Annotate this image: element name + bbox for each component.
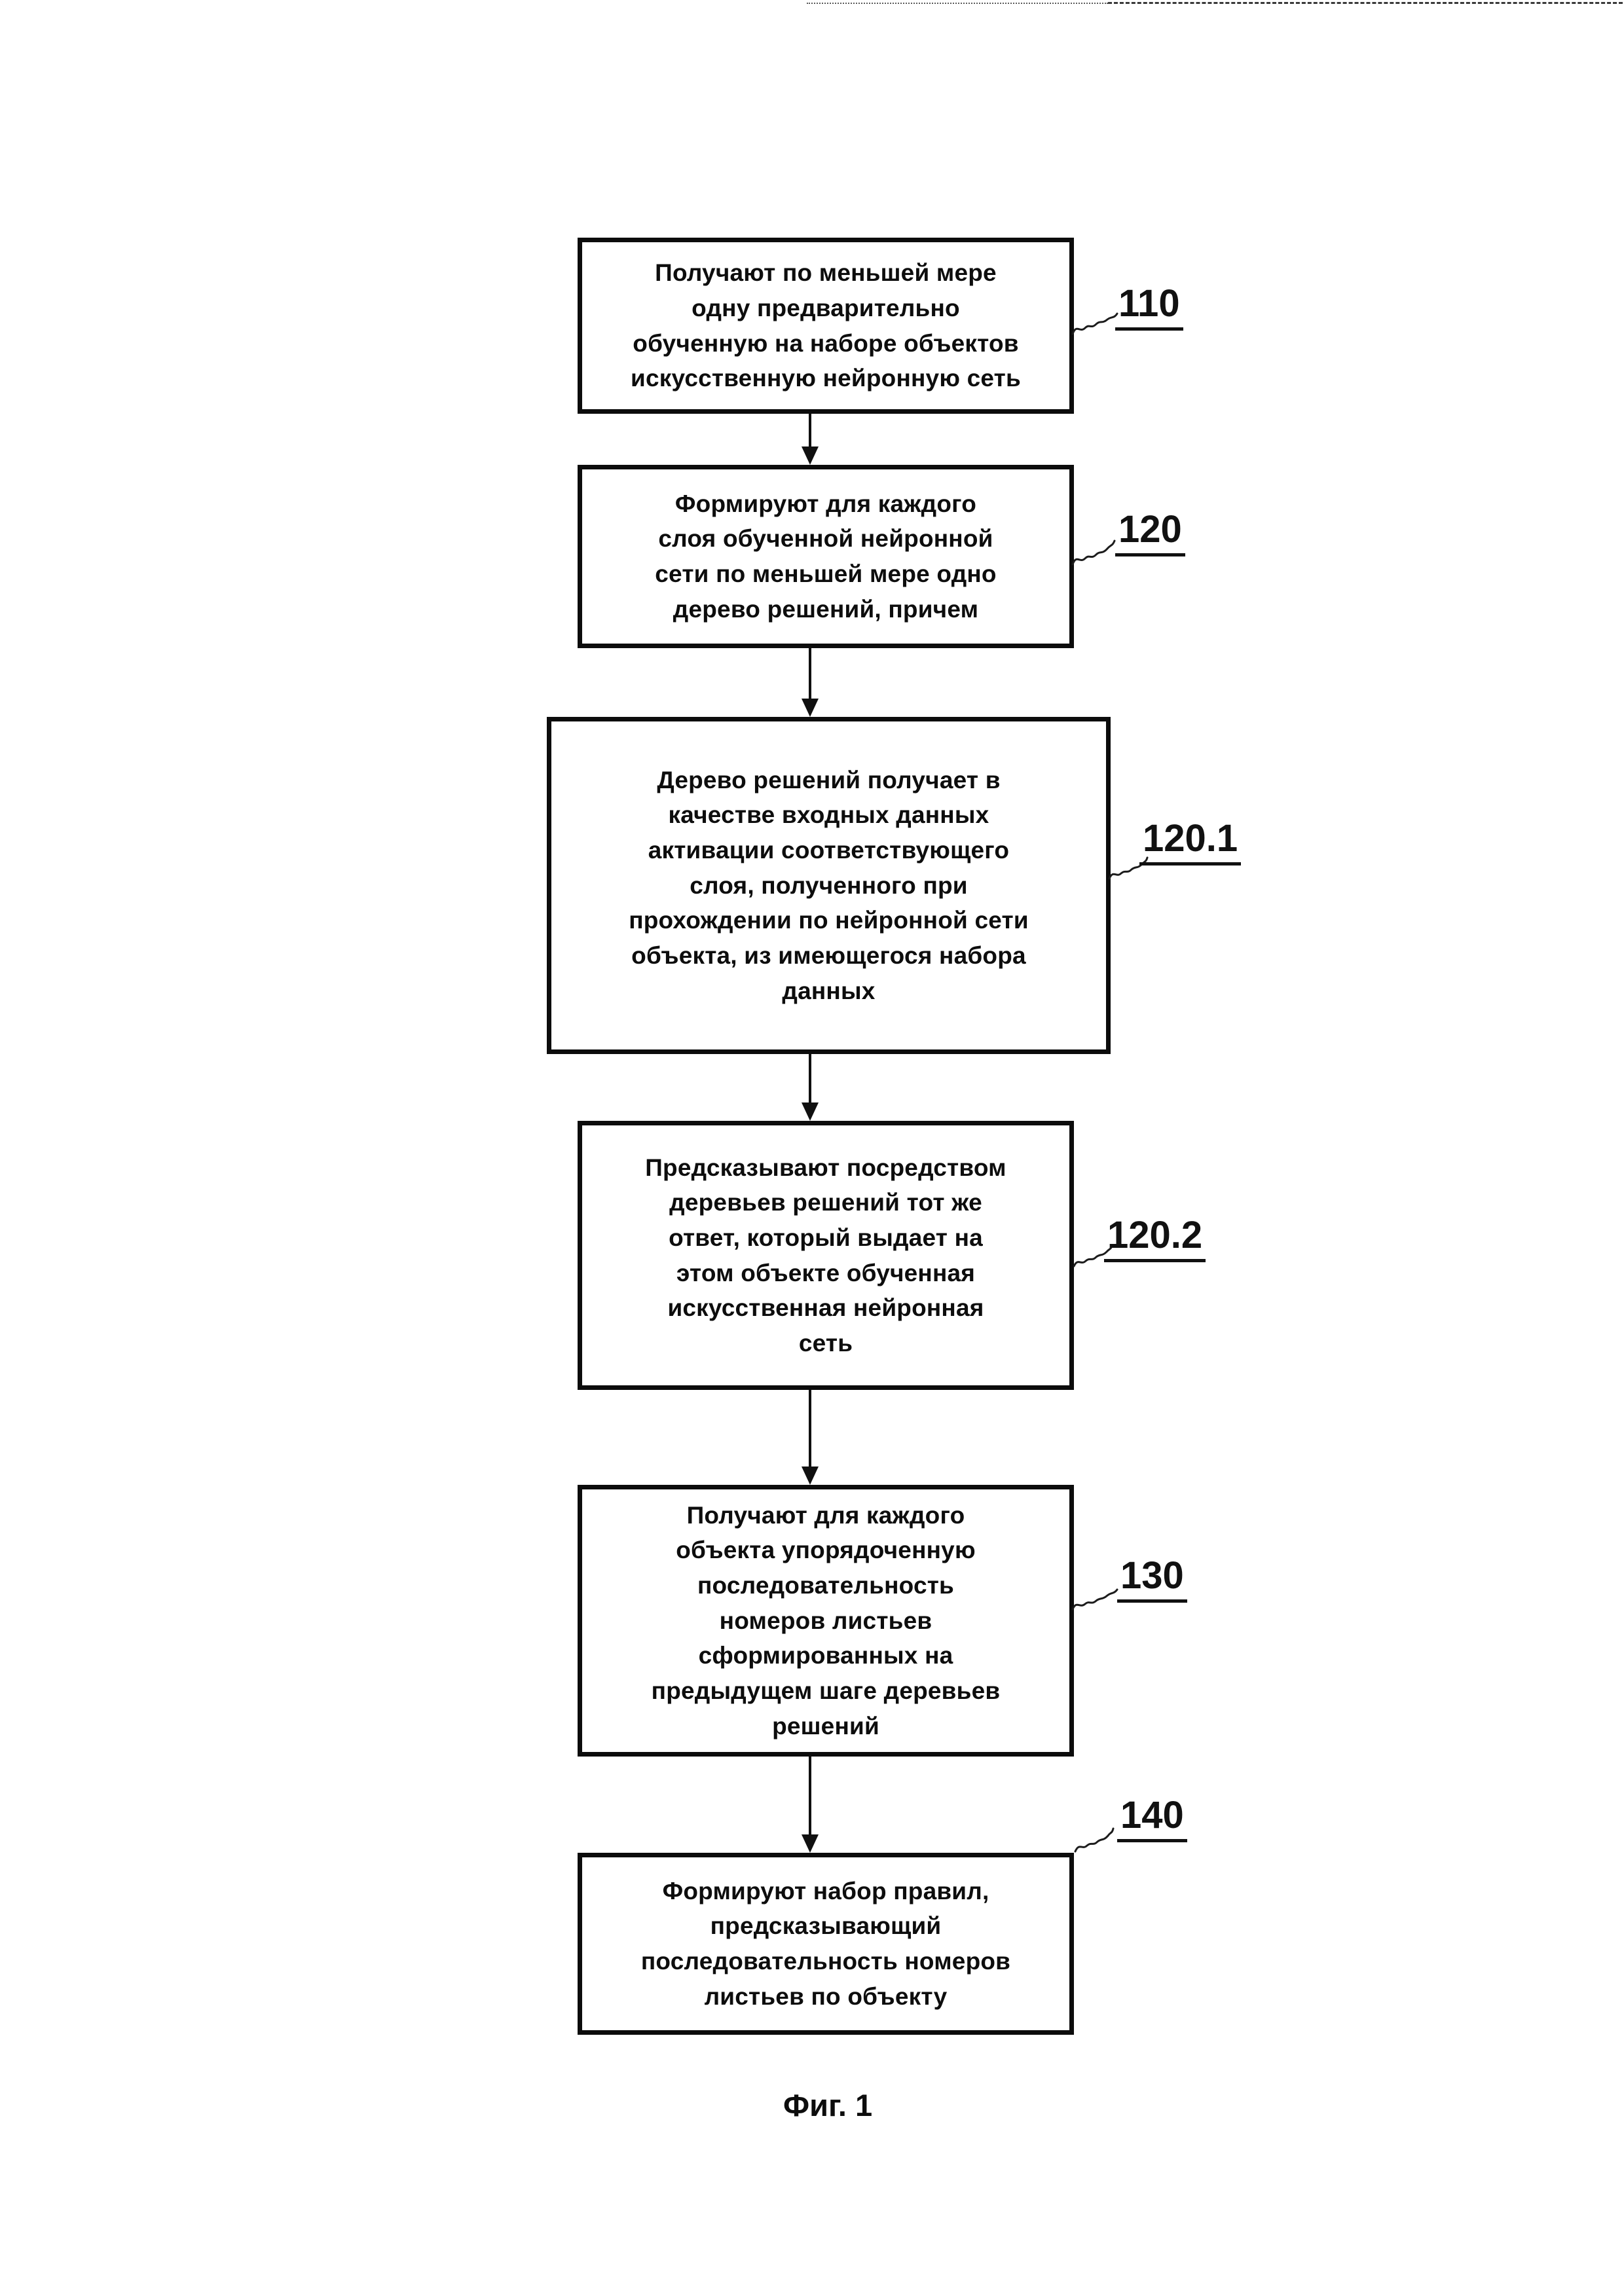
flow-arrow-head: [802, 446, 819, 465]
flow-arrow-line: [809, 648, 811, 699]
step-ref-label-120: 120: [1115, 511, 1185, 556]
step-ref-label-130: 130: [1117, 1557, 1187, 1603]
flow-step-box-110: Получают по меньшей мере одну предварительно обученную на наборе объектов искусственную нейронную сеть: [578, 238, 1074, 414]
flow-arrow-head: [802, 1467, 819, 1485]
flow-arrow-line: [809, 1054, 811, 1102]
step-ref-label-140: 140: [1117, 1796, 1187, 1842]
leader-squiggle-icon: [1071, 532, 1116, 567]
leader-squiggle-icon: [1071, 1580, 1118, 1612]
flow-arrow-head: [802, 1102, 819, 1121]
step-ref-label-110: 110: [1115, 285, 1183, 331]
flow-arrow-line: [809, 1390, 811, 1467]
leader-squiggle-icon: [1071, 302, 1118, 337]
flow-step-box-120-2: Предсказывают посредством деревьев решений тот же ответ, который выдает на этом объекте обученная искусственная нейронная сеть: [578, 1121, 1074, 1390]
step-ref-label-120-2: 120.2: [1104, 1216, 1206, 1262]
flow-arrow-line: [809, 414, 811, 448]
flow-arrow-head: [802, 699, 819, 717]
scan-artifact-line: [1108, 2, 1623, 4]
flow-arrow-head: [802, 1834, 819, 1853]
step-ref-label-120-1: 120.1: [1139, 820, 1241, 866]
figure-caption: Фиг. 1: [783, 2088, 873, 2123]
flow-step-box-140: Формируют набор правил, предсказывающий последовательность номеров листьев по объекту: [578, 1853, 1074, 2035]
flow-step-box-130: Получают для каждого объекта упорядоченную последовательность номеров листьев сформированных на предыдущем шаге деревьев решений: [578, 1485, 1074, 1757]
scan-artifact-line: [807, 3, 1108, 4]
leader-squiggle-icon: [1074, 1823, 1115, 1854]
flow-arrow-line: [809, 1757, 811, 1834]
flow-step-box-120-1: Дерево решений получает в качестве входных данных активации соответствующего слоя, полученного при прохождении по нейронной сети объекта, из имеющегося набора данных: [547, 717, 1111, 1054]
flow-step-box-120: Формируют для каждого слоя обученной нейронной сети по меньшей мере одно дерево решений, причем: [578, 465, 1074, 648]
